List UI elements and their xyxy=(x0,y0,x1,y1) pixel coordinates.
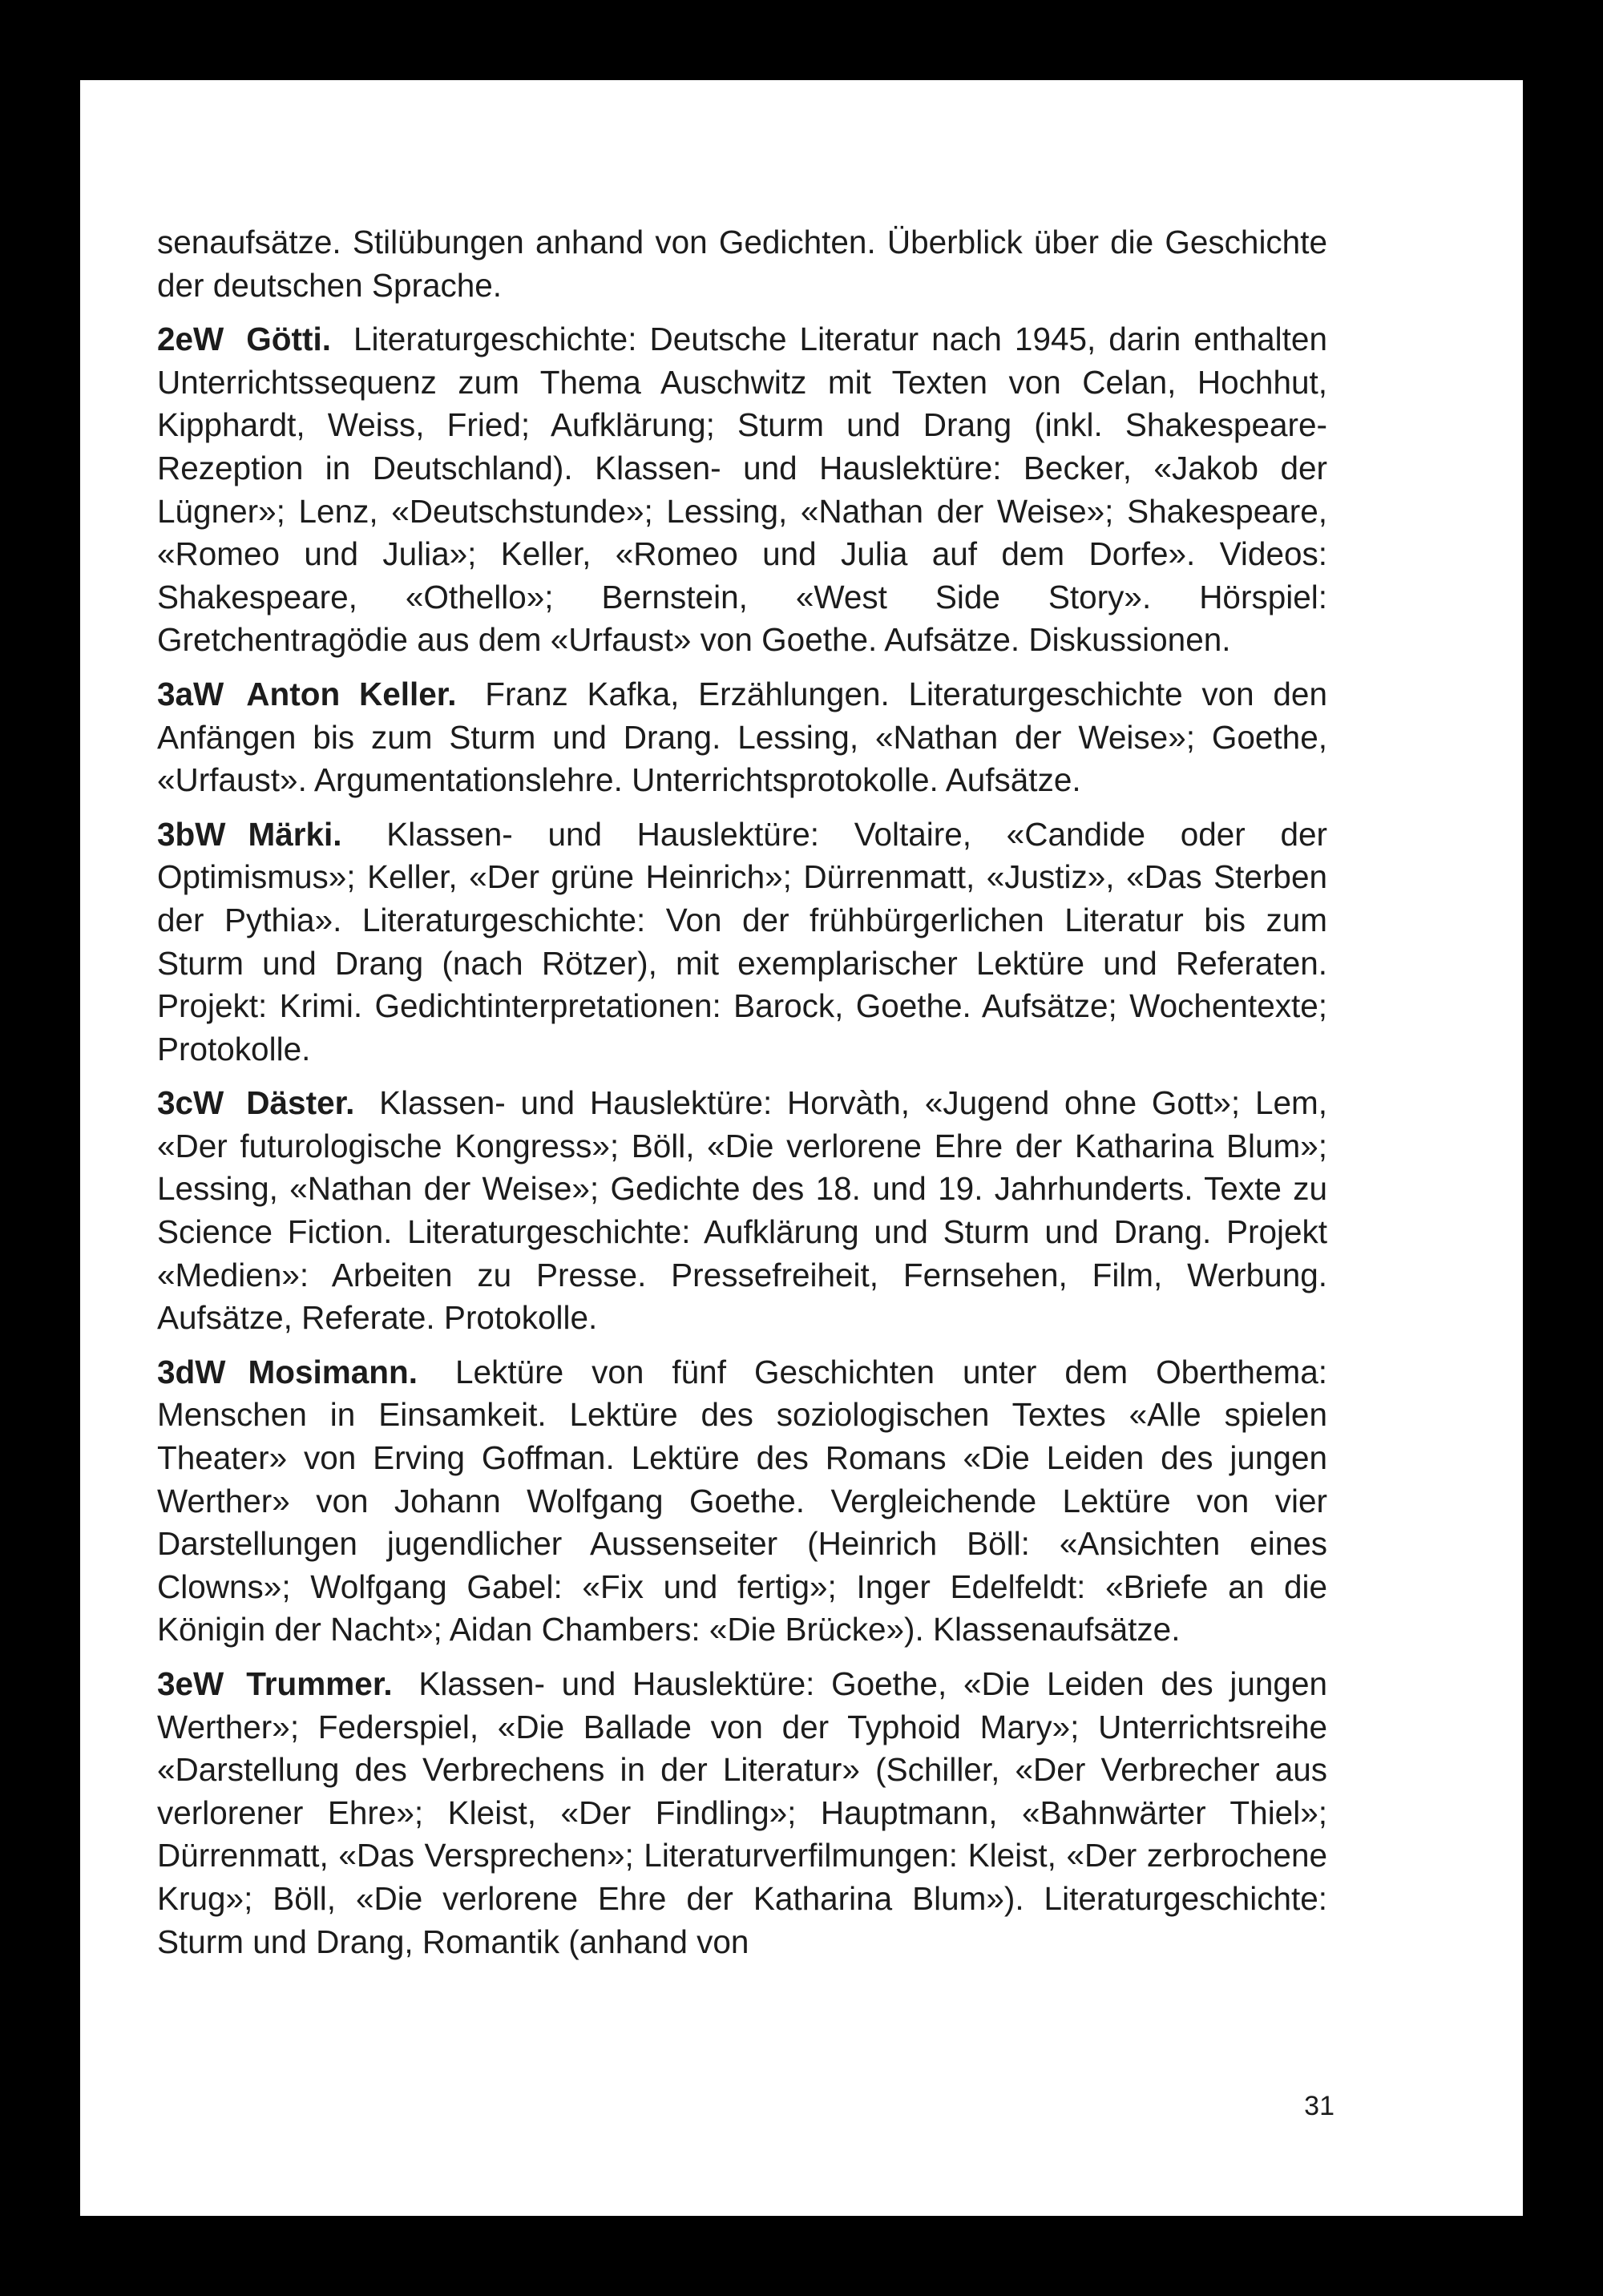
entry-3aw xyxy=(157,673,1327,802)
teacher-name: Däster. xyxy=(246,1084,355,1122)
teacher-name: Anton Keller. xyxy=(246,675,457,712)
entry-3cw xyxy=(157,1082,1327,1340)
teacher-name: Mosimann. xyxy=(248,1353,418,1390)
entry-text: Franz Kafka, Erzählungen. Literaturgeschichte von den Anfängen bis zum Sturm und Drang. Lessing, «Nathan der Weise»; Goethe, «Urfaust». Argumentationslehre. Unterrichtsprotokolle. Aufsätze. xyxy=(157,675,1327,799)
class-code: 3aW xyxy=(157,675,224,712)
page-number: 31 xyxy=(1304,2091,1334,2121)
entry-3bw xyxy=(157,813,1327,1071)
entry-text: Klassen- und Hauslektüre: Voltaire, «Candide oder der Optimismus»; Keller, «Der grüne Heinrich»; Dürrenmatt, «Justiz», «Das Sterben der Pythia». Literaturgeschichte: Von der frühbürgerlichen Literatur bis zum Sturm und Drang (nach Rötzer), mit exemplarischer Lektüre und Referaten. Projekt: Krimi. Gedichtinterpretationen: Barock, Goethe. Aufsätze; Wochentexte; Protokolle. xyxy=(157,815,1327,1067)
intro-paragraph: senaufsätze. Stilübungen anhand von Gedichten. Überblick über die Geschichte der deutschen Sprache. xyxy=(157,224,1327,304)
entry-text: Lektüre von fünf Geschichten unter dem Oberthema: Menschen in Einsamkeit. Lektüre des soziologischen Textes «Alle spielen Theater» von Erving Goffman. Lektüre des Romans «Die Leiden des jungen Werther» von Johann Wolfgang Goethe. Vergleichende Lektüre von vier Darstellungen jugendlicher Aussenseiter (Heinrich Böll: «Ansichten eines Clowns»; Wolfgang Gabel: «Fix und fertig»; Inger Edelfeldt: «Briefe an die Königin der Nacht»; Aidan Chambers: «Die Brücke»). Klassenaufsätze. xyxy=(157,1353,1327,1648)
class-code: 2eW xyxy=(157,321,224,358)
document-page xyxy=(80,80,1523,2216)
class-code: 3cW xyxy=(157,1084,224,1122)
teacher-name: Götti. xyxy=(246,321,332,358)
entry-3ew xyxy=(157,1663,1327,1963)
class-code: 3eW xyxy=(157,1665,224,1702)
entry-text: Klassen- und Hauslektüre: Horvàth, «Jugend ohne Gott»; Lem, «Der futurologische Kongress»; Böll, «Die verlorene Ehre der Katharina Blum»; Lessing, «Nathan der Weise»; Gedichte des 18. und 19. Jahrhunderts. Texte zu Science Fiction. Literaturgeschichte: Aufklärung und Sturm und Drang. Projekt «Medien»: Arbeiten zu Presse. Pressefreiheit, Fernsehen, Film, Werbung. Aufsätze, Referate. Protokolle. xyxy=(157,1084,1327,1337)
entry-text: Literaturgeschichte: Deutsche Literatur nach 1945, darin enthalten Unterrichtssequenz zum Thema Auschwitz mit Texten von Celan, Hochhut, Kipphardt, Weiss, Fried; Aufklärung; Sturm und Drang (inkl. Shakespeare-Rezeption in Deutschland). Klassen- und Hauslektüre: Becker, «Jakob der Lügner»; Lenz, «Deutschstunde»; Lessing, «Nathan der Weise»; Shakespeare, «Romeo und Julia»; Keller, «Romeo und Julia auf dem Dorfe». Videos: Shakespeare, «Othello»; Bernstein, «West Side Story». Hörspiel: Gretchentragödie aus dem «Urfaust» von Goethe. Aufsätze. Diskussionen. xyxy=(157,321,1327,659)
text-column xyxy=(157,221,1327,1975)
entry-text: Klassen- und Hauslektüre: Goethe, «Die Leiden des jungen Werther»; Federspiel, «Die Ballade von der Typhoid Mary»; Unterrichtsreihe «Darstellung des Verbrechens in der Literatur» (Schiller, «Der Verbrecher aus verlorener Ehre»; Kleist, «Der Findling»; Hauptmann, «Bahnwärter Thiel»; Dürrenmatt, «Das Versprechen»; Literaturverfilmungen: Kleist, «Der zerbrochene Krug»; Böll, «Die verlorene Ehre der Katharina Blum»). Literaturgeschichte: Sturm und Drang, Romantik (anhand von xyxy=(157,1665,1327,1960)
teacher-name: Märki. xyxy=(248,815,342,853)
entry-3dw xyxy=(157,1351,1327,1652)
class-code: 3dW xyxy=(157,1353,226,1390)
entry-2ew xyxy=(157,318,1327,662)
teacher-name: Trummer. xyxy=(246,1665,393,1702)
class-code: 3bW xyxy=(157,815,226,853)
